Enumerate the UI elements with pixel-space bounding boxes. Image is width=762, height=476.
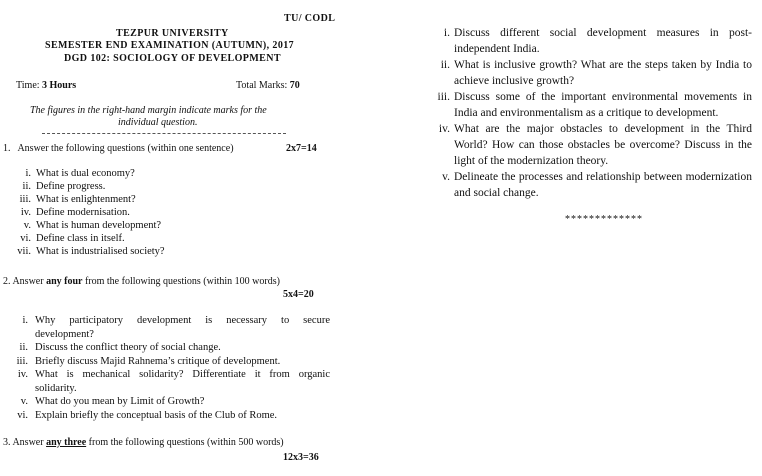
item-text: What are the major obstacles to development in the Third World? How can those obstacles be overcome? Discuss in the light of the modernization theory. bbox=[454, 123, 752, 167]
item-number: vi. bbox=[17, 409, 28, 421]
list-item bbox=[432, 89, 752, 121]
item-text: What is industrialised society? bbox=[36, 246, 165, 257]
course-title: DGD 102: SOCIOLOGY OF DEVELOPMENT bbox=[64, 53, 281, 64]
item-number: iii. bbox=[437, 91, 450, 103]
item-number: i. bbox=[25, 168, 31, 179]
item-number: v. bbox=[20, 396, 28, 407]
exam-title: SEMESTER END EXAMINATION (AUTUMN), 2017 bbox=[45, 40, 295, 51]
instruction-note-line2: individual question. bbox=[118, 117, 198, 128]
item-text-continued: development? bbox=[35, 328, 94, 340]
q1-marks: 2x7=14 bbox=[286, 143, 317, 154]
item-text: Define progress. bbox=[36, 181, 106, 192]
q2-list bbox=[0, 314, 330, 422]
item-text: Explain briefly the conceptual basis of the Club of Rome. bbox=[35, 409, 278, 421]
total-marks: Total Marks: 70 bbox=[236, 80, 300, 91]
q2-marks: 5x4=20 bbox=[283, 289, 314, 300]
list-item bbox=[432, 121, 752, 169]
q1-heading: 1. Answer the following questions (within one sentence) bbox=[3, 143, 234, 154]
end-stars: ************* bbox=[565, 214, 643, 225]
list-item bbox=[0, 245, 165, 258]
instruction-note-line1: The figures in the right-hand margin indicate marks for the bbox=[30, 105, 267, 116]
list-item bbox=[0, 409, 330, 423]
list-item bbox=[0, 341, 330, 355]
list-item bbox=[432, 25, 752, 57]
item-number: ii. bbox=[22, 181, 31, 192]
item-text: What is mechanical solidarity? Differentiate it from organic bbox=[35, 369, 330, 380]
list-item bbox=[0, 355, 330, 369]
list-item bbox=[432, 169, 752, 201]
divider bbox=[42, 133, 286, 134]
item-number: ii. bbox=[19, 342, 28, 353]
item-text: What is dual economy? bbox=[36, 168, 135, 179]
item-number: vii. bbox=[17, 246, 31, 257]
item-number: iii. bbox=[19, 194, 31, 205]
item-text: Define modernisation. bbox=[36, 207, 130, 218]
item-text: Discuss the conflict theory of social change. bbox=[35, 342, 221, 353]
item-number: v. bbox=[442, 171, 450, 183]
list-item bbox=[0, 206, 165, 219]
list-item bbox=[0, 232, 165, 245]
list-item bbox=[0, 193, 165, 206]
item-number: i. bbox=[22, 315, 28, 326]
item-text: What do you mean by Limit of Growth? bbox=[35, 396, 205, 407]
item-number: v. bbox=[23, 220, 31, 231]
q3-heading: 3. Answer any three from the following questions (within 500 words) bbox=[3, 437, 284, 448]
item-number: i. bbox=[443, 27, 450, 39]
item-number: iv. bbox=[20, 207, 31, 218]
q3-marks: 12x3=36 bbox=[283, 452, 319, 463]
item-number: iv. bbox=[17, 369, 28, 380]
list-item bbox=[0, 219, 165, 232]
item-text: What is inclusive growth? What are the steps taken by India to achieve inclusive growth? bbox=[454, 59, 752, 87]
list-item bbox=[0, 167, 165, 180]
item-text: Why participatory development is necessary to secure bbox=[35, 315, 330, 326]
item-text: Discuss different social development measures in post-independent India. bbox=[454, 27, 752, 55]
list-item bbox=[0, 368, 330, 395]
list-item bbox=[0, 180, 165, 193]
item-text: Delineate the processes and relationship between modernization and social change. bbox=[454, 171, 752, 199]
item-text: What is human development? bbox=[36, 220, 162, 231]
item-number: iii. bbox=[16, 355, 28, 367]
item-text: What is enlightenment? bbox=[36, 194, 136, 205]
list-item bbox=[0, 395, 330, 409]
item-text: Discuss some of the important environmental movements in India and environmentalism as a critique to development. bbox=[454, 91, 752, 119]
item-number: ii. bbox=[440, 59, 450, 71]
q3-list bbox=[432, 25, 752, 201]
item-text: Define class in itself. bbox=[36, 233, 125, 244]
item-number: vi. bbox=[20, 233, 31, 244]
university-name: TEZPUR UNIVERSITY bbox=[116, 28, 229, 39]
list-item bbox=[432, 57, 752, 89]
q1-list bbox=[0, 167, 165, 258]
q2-heading: 2. Answer any four from the following questions (within 100 words) bbox=[3, 276, 280, 287]
item-number: iv. bbox=[438, 123, 450, 135]
exam-code: TU/ CODL bbox=[284, 13, 336, 24]
item-text-continued: solidarity. bbox=[35, 382, 77, 394]
time-allowed: Time: 3 Hours bbox=[16, 80, 77, 91]
list-item bbox=[0, 314, 330, 341]
item-text: Briefly discuss Majid Rahnema’s critique of development. bbox=[35, 355, 281, 367]
